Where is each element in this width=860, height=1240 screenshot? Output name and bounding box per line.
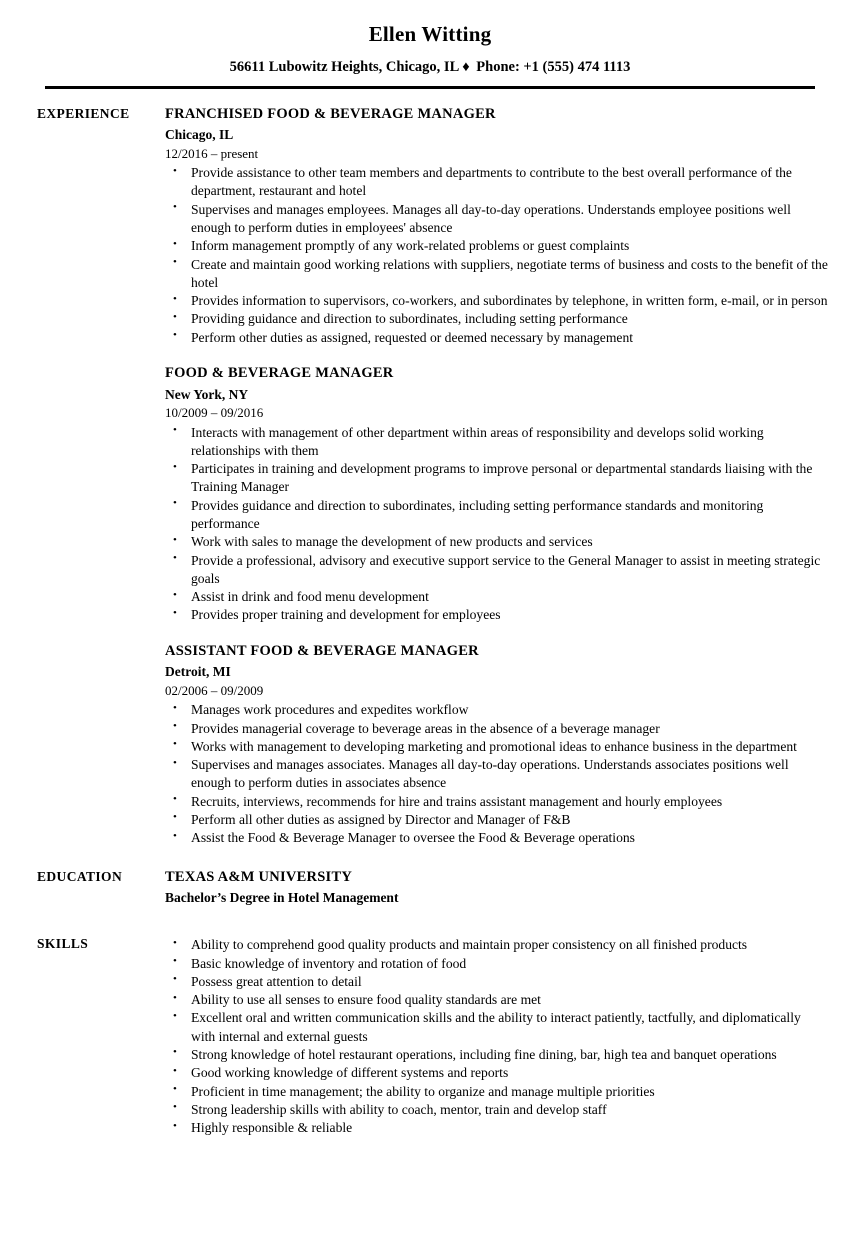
list-item: • Provides information to supervisors, co-workers, and subordinates by telephone, in written form, e-mail, or in person [165, 292, 828, 310]
job-entry [165, 364, 828, 625]
job-title: FOOD & BEVERAGE MANAGER [165, 364, 394, 381]
list-item: • Participates in training and development programs to improve personal or departmental standards liaising with the Training Manager [165, 460, 828, 497]
list-item: • Ability to use all senses to ensure food quality standards are met [165, 991, 828, 1009]
job-dates: 10/2009 – 09/2016 [165, 405, 264, 421]
list-item: • Create and maintain good working relations with suppliers, negotiate terms of business and costs to the benefit of the hotel [165, 256, 828, 293]
list-item: • Interacts with management of other department within areas of responsibility and develops solid working relationships with them [165, 424, 828, 461]
education-school: TEXAS A&M UNIVERSITY [165, 869, 353, 886]
job-responsibilities [165, 424, 828, 625]
job-title: FRANCHISED FOOD & BEVERAGE MANAGER [165, 105, 496, 122]
skills-entries [165, 935, 828, 1137]
list-item: • Provide assistance to other team members and departments to contribute to the best overall performance of the department, restaurant and hotel [165, 164, 828, 201]
resume-header [0, 0, 860, 89]
list-item: • Perform other duties as assigned, requested or deemed necessary by management [165, 329, 828, 347]
diamond-separator-icon: ♦ [462, 59, 470, 76]
job-dates: 12/2016 – present [165, 145, 259, 161]
list-item: • Supervises and manages associates. Manages all day-to-day operations. Understands associates positions well enough to perform duties in associates absence [165, 756, 828, 793]
list-item: • Work with sales to manage the development of new products and services [165, 533, 828, 551]
list-item: • Highly responsible & reliable [165, 1119, 828, 1137]
list-item: • Possess great attention to detail [165, 973, 828, 991]
job-dates: 02/2006 – 09/2009 [165, 683, 264, 699]
section-skills [37, 935, 828, 1137]
job-location: Detroit, MI [165, 664, 231, 680]
list-item: • Supervises and manages employees. Manages all day-to-day operations. Understands employee positions well enough to perform duties in employees' absence [165, 201, 828, 238]
section-experience [37, 105, 828, 848]
resume-body [0, 89, 860, 1138]
section-label-skills: SKILLS [37, 936, 89, 952]
list-item: • Excellent oral and written communication skills and the ability to interact patiently, tactfully, and diplomatically with internal and external guests [165, 1009, 828, 1046]
list-item: • Manages work procedures and expedites workflow [165, 701, 828, 719]
job-entry [165, 105, 828, 347]
job-responsibilities [165, 164, 828, 347]
list-item: • Ability to comprehend good quality products and maintain proper consistency on all finished products [165, 936, 828, 954]
education-entries [165, 868, 828, 908]
list-item: • Proficient in time management; the ability to organize and manage multiple priorities [165, 1083, 828, 1101]
list-item: • Provide a professional, advisory and executive support service to the General Manager to assist in meeting strategic goals [165, 552, 828, 589]
section-label-experience: EXPERIENCE [37, 105, 130, 121]
job-entry [165, 642, 828, 848]
section-label-education: EDUCATION [37, 869, 123, 885]
job-location: Chicago, IL [165, 127, 234, 143]
list-item: • Perform all other duties as assigned by Director and Manager of F&B [165, 811, 828, 829]
list-item: • Assist the Food & Beverage Manager to oversee the Food & Beverage operations [165, 829, 828, 847]
candidate-address: 56611 Lubowitz Heights, Chicago, IL [229, 59, 460, 76]
candidate-contact-line [0, 59, 860, 76]
job-responsibilities [165, 701, 828, 847]
list-item: • Provides proper training and development for employees [165, 606, 828, 624]
job-title: ASSISTANT FOOD & BEVERAGE MANAGER [165, 642, 479, 659]
list-item: • Strong leadership skills with ability to coach, mentor, train and develop staff [165, 1101, 828, 1119]
job-location: New York, NY [165, 386, 249, 402]
list-item: • Inform management promptly of any work-related problems or guest complaints [165, 237, 828, 255]
skills-list [165, 936, 828, 1137]
list-item: • Provides guidance and direction to subordinates, including setting performance standards and monitoring performance [165, 497, 828, 534]
list-item: • Basic knowledge of inventory and rotation of food [165, 955, 828, 973]
list-item: • Assist in drink and food menu development [165, 588, 828, 606]
education-degree: Bachelor’s Degree in Hotel Management [165, 890, 399, 906]
list-item: • Providing guidance and direction to subordinates, including setting performance [165, 310, 828, 328]
candidate-phone: Phone: +1 (555) 474 1113 [476, 59, 631, 76]
candidate-name: Ellen Witting [368, 22, 492, 46]
list-item: • Recruits, interviews, recommends for hire and trains assistant management and hourly employees [165, 793, 828, 811]
list-item: • Provides managerial coverage to beverage areas in the absence of a beverage manager [165, 720, 828, 738]
section-education [37, 868, 828, 908]
list-item: • Works with management to developing marketing and promotional ideas to enhance business in the department [165, 738, 828, 756]
list-item: • Good working knowledge of different systems and reports [165, 1064, 828, 1082]
experience-entries [165, 105, 828, 848]
list-item: • Strong knowledge of hotel restaurant operations, including fine dining, bar, high tea and banquet operations [165, 1046, 828, 1064]
